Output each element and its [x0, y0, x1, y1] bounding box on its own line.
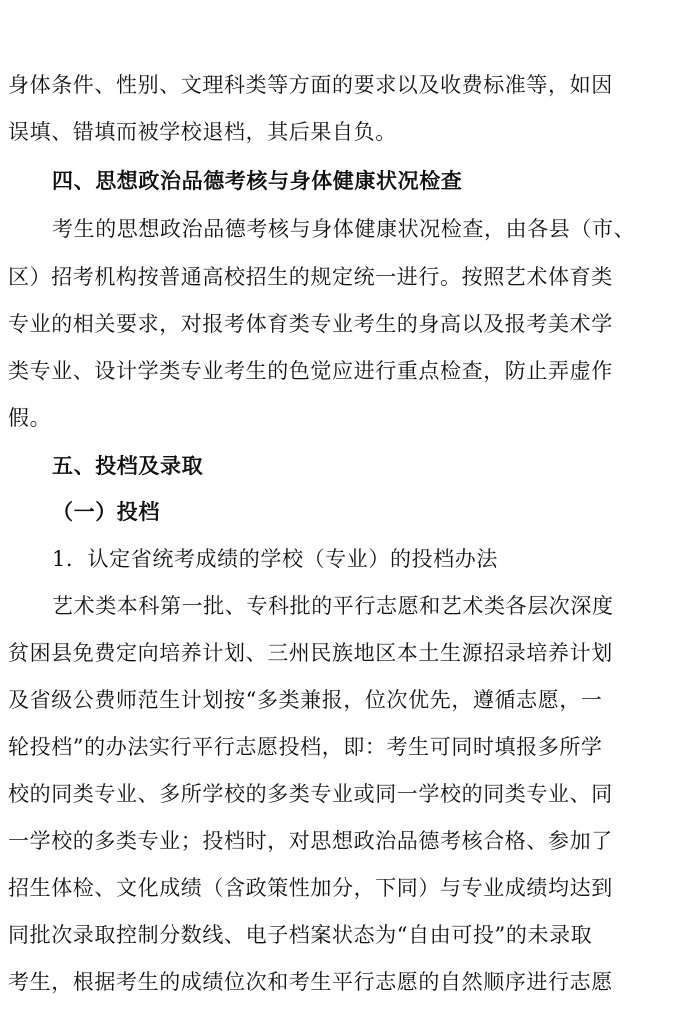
paragraph-first-line: 艺术类本科第一批、专科批的平行志愿和艺术类各层次深度	[52, 594, 614, 618]
section-heading-4: 四、思想政治品德考核与身体健康状况检查	[52, 169, 463, 193]
section-heading-5: 五、投档及录取	[52, 454, 204, 478]
body-text-line: 身体条件、性别、文理科类等方面的要求以及收费标准等，如因	[8, 73, 613, 97]
body-text-line: 校的同类专业、多所学校的多类专业或同一学校的同类专业、同	[8, 782, 613, 806]
body-text-line: 及省级公费师范生计划按“多类兼报，位次优先，遵循志愿，一	[8, 688, 603, 712]
body-text-line: 轮投档”的办法实行平行志愿投档，即：考生可同时填报多所学	[8, 735, 603, 759]
body-text-line: 贫困县免费定向培养计划、三州民族地区本土生源招录培养计划	[8, 641, 613, 665]
body-text-line: 类专业、设计学类专业考生的色觉应进行重点检查，防止弄虚作	[8, 359, 613, 383]
body-text-line: 误填、错填而被学校退档，其后果自负。	[8, 120, 397, 144]
body-text-line: 假。	[8, 406, 52, 430]
paragraph-first-line: 考生的思想政治品德考核与身体健康状况检查，由各县（市、	[52, 217, 636, 241]
body-text-line: 一学校的多类专业；投档时，对思想政治品德考核合格、参加了	[8, 829, 613, 853]
item-heading: 1．认定省统考成绩的学校（专业）的投档办法	[52, 547, 498, 571]
body-text-line: 考生，根据考生的成绩位次和考生平行志愿的自然顺序进行志愿	[8, 970, 613, 994]
body-text-line: 区）招考机构按普通高校招生的规定统一进行。按照艺术体育类	[8, 265, 613, 289]
body-text-line: 专业的相关要求，对报考体育类专业考生的身高以及报考美术学	[8, 312, 613, 336]
body-text-line: 招生体检、文化成绩（含政策性加分，下同）与专业成绩均达到	[8, 876, 613, 900]
body-text-line: 同批次录取控制分数线、电子档案状态为“自由可投”的未录取	[8, 923, 593, 947]
subsection-heading: （一）投档	[52, 500, 160, 524]
